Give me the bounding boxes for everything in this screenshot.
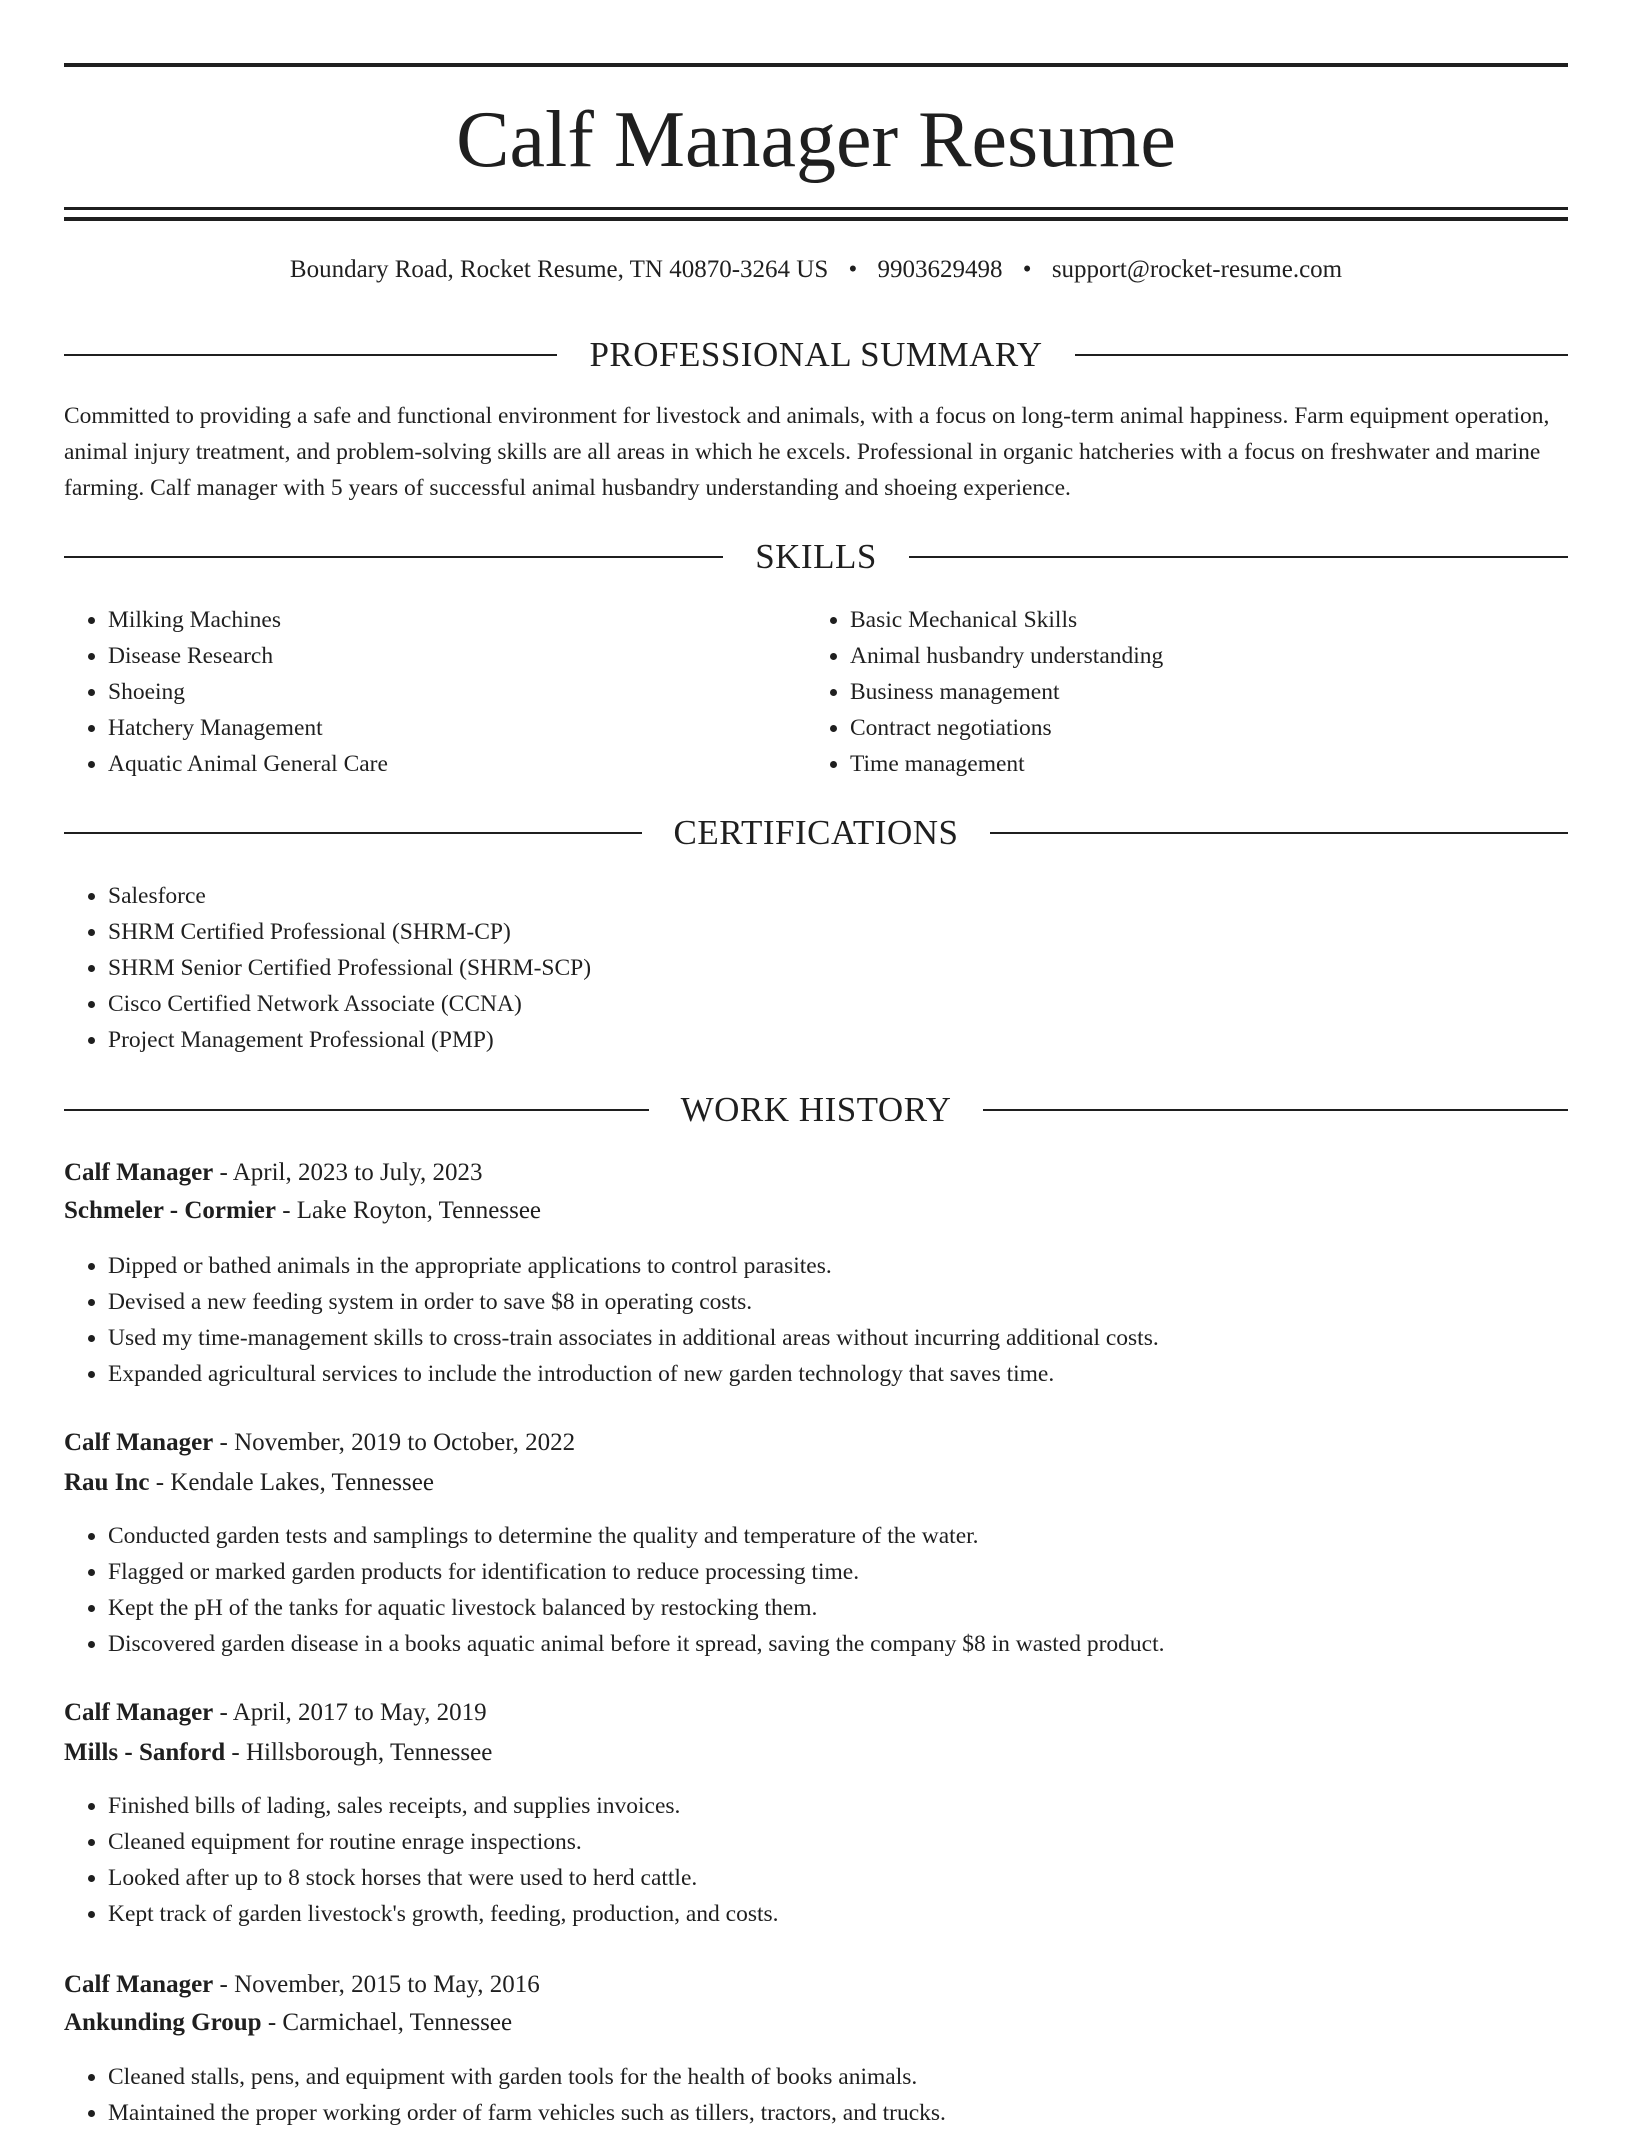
job-duty-item: • Flagged or marked garden products for identification to reduce processing time. <box>108 1554 1568 1590</box>
contact-separator: • <box>848 256 858 283</box>
skill-item: • Contract negotiations <box>850 710 1610 746</box>
section-header-work-history <box>64 1090 1568 1130</box>
section-title: SKILLS <box>755 537 877 576</box>
skill-item: • Disease Research <box>108 638 808 674</box>
job-title: Calf Manager <box>64 1159 214 1186</box>
job-duty-item: • Kept track of garden livestock's growth, feeding, production, and costs. <box>108 1896 1568 1932</box>
certification-item: • SHRM Certified Professional (SHRM-CP) <box>108 914 1568 950</box>
job-duty-item: • Finished bills of lading, sales receipts, and supplies invoices. <box>108 1788 1568 1824</box>
job-duties-list <box>64 1788 1568 1932</box>
job-company: Rau Inc <box>64 1469 150 1496</box>
certification-item: • Project Management Professional (PMP) <box>108 1022 1568 1058</box>
job-duty-item: • Looked after up to 8 stock horses that were used to herd cattle. <box>108 1860 1568 1896</box>
section-title: CERTIFICATIONS <box>673 813 959 852</box>
job-title-line <box>64 1155 1568 1191</box>
job-duties-list <box>64 1518 1568 1662</box>
skill-item: • Hatchery Management <box>108 710 808 746</box>
job-company: Schmeler - Cormier <box>64 1197 276 1224</box>
certification-item: • Cisco Certified Network Associate (CCNA) <box>108 986 1568 1022</box>
job-duties-list <box>64 1248 1568 1392</box>
job-title: Calf Manager <box>64 1699 214 1726</box>
job-title-line <box>64 1967 1568 2003</box>
skills-list-left <box>64 602 808 782</box>
section-header-skills <box>64 537 1568 577</box>
job-company-line <box>64 1735 1568 1771</box>
summary-text: Committed to providing a safe and functional environment for livestock and animals, with a focus on long-term animal happiness. Farm equipment operation, animal injury treatment, and problem-solving skills are all areas in which he excels. Professional in organic hatcheries with a focus on freshwater and marine farming. Calf manager with 5 years of successful animal husbandry understanding and shoeing experience. <box>64 403 1550 501</box>
job-dates: - April, 2023 to July, 2023 <box>213 1159 483 1186</box>
skill-item: • Time management <box>850 746 1610 782</box>
skill-item: • Business management <box>850 674 1610 710</box>
job-location: - Hillsborough, Tennessee <box>225 1739 493 1766</box>
contact-email[interactable]: support@rocket-resume.com <box>1051 256 1343 283</box>
job-duty-item: • Devised a new feeding system in order to save $8 in operating costs. <box>108 1284 1568 1320</box>
divider <box>64 832 642 834</box>
job-title: Calf Manager <box>64 1971 214 1998</box>
job-dates: - April, 2017 to May, 2019 <box>213 1699 487 1726</box>
job-duty-item: • Cleaned stalls, pens, and equipment with garden tools for the health of books animals. <box>108 2059 1568 2095</box>
top-rule <box>64 63 1568 67</box>
certifications-list <box>64 878 1568 1058</box>
resume-title: Calf Manager Resume <box>456 96 1176 184</box>
job-company-line <box>64 1465 1568 1501</box>
job-title-line <box>64 1695 1568 1731</box>
title-double-rule <box>64 207 1568 221</box>
skill-item: • Basic Mechanical Skills <box>850 602 1610 638</box>
job-location: - Kendale Lakes, Tennessee <box>149 1469 434 1496</box>
certification-item: • Salesforce <box>108 878 1568 914</box>
skill-item: • Shoeing <box>108 674 808 710</box>
contact-phone: 9903629498 <box>877 256 1003 283</box>
divider <box>64 354 557 356</box>
job-company: Mills - Sanford <box>64 1739 226 1766</box>
job-location: - Lake Royton, Tennessee <box>275 1197 542 1224</box>
section-header-summary <box>64 335 1568 375</box>
certification-item: • SHRM Senior Certified Professional (SHRM-SCP) <box>108 950 1568 986</box>
job-duty-item: • Cleaned equipment for routine enrage inspections. <box>108 1824 1568 1860</box>
divider <box>64 1109 649 1111</box>
job-duty-item: • Dipped or bathed animals in the appropriate applications to control parasites. <box>108 1248 1568 1284</box>
divider <box>909 556 1568 558</box>
job-duty-item: • Used my time-management skills to cross-train associates in additional areas without incurring additional costs. <box>108 1320 1568 1356</box>
job-dates: - November, 2015 to May, 2016 <box>213 1971 540 1998</box>
job-dates: - November, 2019 to October, 2022 <box>213 1429 576 1456</box>
contact-line <box>64 254 1568 286</box>
section-header-certifications <box>64 813 1568 853</box>
section-title: WORK HISTORY <box>680 1090 952 1129</box>
job-duty-item: • Kept the pH of the tanks for aquatic livestock balanced by restocking them. <box>108 1590 1568 1626</box>
skill-item: • Animal husbandry understanding <box>850 638 1610 674</box>
divider <box>990 832 1568 834</box>
job-company-line <box>64 1193 1568 1229</box>
job-location: - Carmichael, Tennessee <box>261 2009 513 2036</box>
divider <box>983 1109 1568 1111</box>
job-company-line <box>64 2005 1568 2041</box>
skill-item: • Aquatic Animal General Care <box>108 746 808 782</box>
skills-list-right <box>806 602 1610 782</box>
job-duty-item: • Conducted garden tests and samplings to determine the quality and temperature of the water. <box>108 1518 1568 1554</box>
contact-address: Boundary Road, Rocket Resume, TN 40870-3264 US <box>289 256 829 283</box>
job-duty-item: • Maintained the proper working order of farm vehicles such as tillers, tractors, and trucks. <box>108 2095 1568 2131</box>
divider <box>1075 354 1568 356</box>
job-title: Calf Manager <box>64 1429 214 1456</box>
section-title: PROFESSIONAL SUMMARY <box>589 335 1043 374</box>
divider <box>64 556 723 558</box>
job-duties-list <box>64 2059 1568 2131</box>
job-company: Ankunding Group <box>64 2009 262 2036</box>
contact-separator: • <box>1022 256 1032 283</box>
skill-item: • Milking Machines <box>108 602 808 638</box>
job-duty-item: • Discovered garden disease in a books aquatic animal before it spread, saving the company $8 in wasted product. <box>108 1626 1568 1662</box>
job-title-line <box>64 1425 1568 1461</box>
job-duty-item: • Expanded agricultural services to include the introduction of new garden technology that saves time. <box>108 1356 1568 1392</box>
